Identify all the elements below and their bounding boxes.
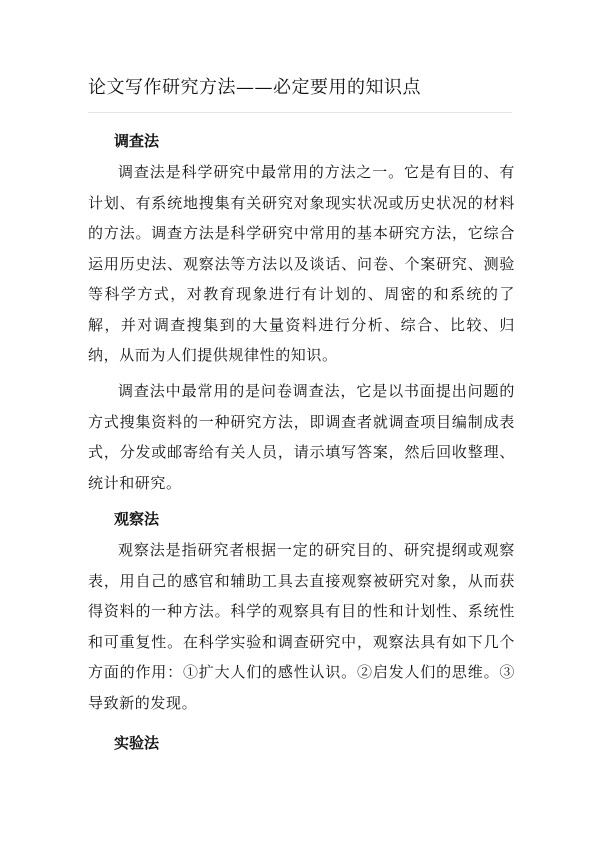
document-title: 论文写作研究方法——必定要用的知识点 [88, 77, 421, 98]
survey-paragraph-1: 调查法是科学研究中最常用的方法之一。它是有目的、有计划、有系统地搜集有关研究对象现实状况或历史状况的材料的方法。调查方法是科学研究中常用的基本研究方法，它综合运用历史法、观察法等方法以及谈话、问卷、个案研究、测验等科学方式，对教育现象进行有计划的、周密的和系统的了解，并对调查搜集到的大量资料进行分析、综合、比较、归纳，从而为人们提供规律性的知识。 [88, 163, 515, 364]
observation-paragraph-1: 观察法是指研究者根据一定的研究目的、研究提纲或观察表，用自己的感官和辅助工具去直接观察被研究对象，从而获得资料的一种方法。科学的观察具有目的性和计划性、系统性和可重复性。在科学实验和调查研究中，观察法具有如下几个方面的作用：①扩大人们的感性认识。②启发人们的思维。③导致新的发现。 [88, 541, 515, 712]
section-heading-survey: 调查法 [114, 132, 160, 150]
section-heading-experiment: 实验法 [114, 734, 160, 752]
title-divider [88, 112, 512, 113]
section-heading-observation: 观察法 [114, 510, 160, 528]
survey-paragraph-2: 调查法中最常用的是问卷调查法，它是以书面提出问题的方式搜集资料的一种研究方法，即调查者就调查项目编制成表式，分发或邮寄给有关人员，请示填写答案，然后回收整理、统计和研究。 [88, 382, 515, 492]
